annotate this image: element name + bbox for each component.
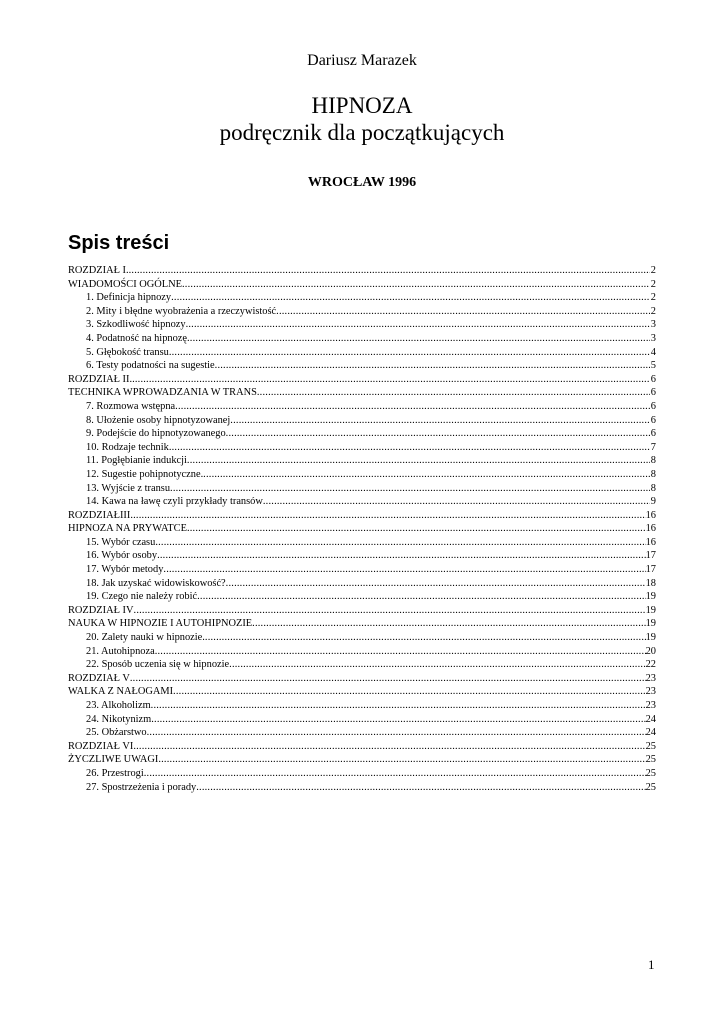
toc-dot-leader [229,658,645,672]
toc-dot-leader [187,332,650,346]
toc-entry[interactable] [68,318,656,332]
toc-entry[interactable] [68,359,656,373]
toc-dot-leader [171,291,650,305]
toc-dot-leader [151,713,645,727]
toc-entry-page: 6 [650,400,656,412]
toc-dot-leader [158,753,645,767]
toc-entry[interactable] [68,713,656,727]
toc-entry-page: 23 [645,686,656,698]
toc-entry[interactable] [68,305,656,319]
toc-dot-leader [155,536,645,550]
toc-entry[interactable] [68,386,656,400]
toc-dot-leader [203,468,650,482]
toc-dot-leader [130,509,645,523]
toc-entry-page: 2 [650,265,656,276]
toc-dot-leader [133,740,645,754]
toc-entry-title: ROZDZIAŁ V [68,672,130,684]
toc-entry-title: 14. Kawa na ławę czyli przykłady transów [86,496,263,508]
toc-entry[interactable] [68,672,656,686]
toc-dot-leader [182,278,650,292]
toc-entry[interactable] [68,346,656,360]
toc-entry[interactable] [68,291,656,305]
toc-entry-page: 20 [645,645,656,657]
toc-entry-title: HIPNOZA NA PRYWATCE [68,523,187,535]
toc-dot-leader [151,699,646,713]
toc-entry-page: 8 [650,455,656,467]
page-number: 1 [648,957,655,972]
toc-entry[interactable] [68,332,656,346]
toc-entry-page: 25 [645,754,656,766]
toc-entry[interactable] [68,549,656,563]
toc-entry-title: ROZDZIAŁ VI [68,740,134,752]
toc-entry-title: 11. Pogłębianie indukcji [86,455,187,467]
toc-entry-title: 19. Czego nie należy robić [86,591,198,603]
toc-entry-title: NAUKA W HIPNOZIE I AUTOHIPNOZIE [68,618,253,630]
table-of-contents [68,264,656,794]
toc-entry-page: 3 [650,332,656,344]
toc-entry[interactable] [68,781,656,795]
toc-entry-page: 17 [645,550,656,562]
toc-entry-page: 3 [650,319,656,331]
toc-entry[interactable] [68,414,656,428]
toc-entry-page: 9 [650,496,656,508]
toc-entry[interactable] [68,590,656,604]
toc-entry-title: 10. Rodzaje technik [86,441,169,453]
toc-entry-title: 18. Jak uzyskać widowiskowość? [86,577,226,589]
toc-entry-title: 3. Szkodliwość hipnozy [86,319,186,331]
toc-entry-title: WALKA Z NAŁOGAMI [68,686,174,698]
toc-entry[interactable] [68,767,656,781]
toc-entry-title: 5. Głębokość transu [86,346,169,358]
toc-entry-title: 9. Podejście do hipnotyzowanego [86,428,226,440]
toc-dot-leader [252,617,645,631]
toc-dot-leader [187,454,650,468]
toc-entry-page: 24 [645,713,656,725]
toc-entry[interactable] [68,740,656,754]
toc-entry-title: 2. Mity i błędne wyobrażenia a rzeczywistość [86,305,277,317]
toc-entry[interactable] [68,685,656,699]
toc-entry-page: 24 [645,727,656,739]
toc-entry-title: ROZDZIAŁ I. [68,265,129,276]
toc-entry[interactable] [68,454,656,468]
toc-entry-page: 7 [650,441,656,453]
toc-entry-page: 2 [650,292,656,304]
toc-dot-leader [169,346,650,360]
toc-dot-leader [157,549,646,563]
toc-dot-leader [147,726,646,740]
toc-entry-title: ROZDZIAŁIII [68,509,131,521]
toc-entry-page: 19 [645,591,656,603]
toc-dot-leader [134,604,646,618]
toc-entry-title: 26. Przestrogi [86,767,144,779]
toc-dot-leader [230,414,650,428]
toc-entry[interactable] [68,604,656,618]
toc-entry-page: 4 [650,346,656,358]
toc-entry-page: 16 [645,523,656,535]
toc-entry-page: 22 [645,659,656,671]
toc-dot-leader [196,781,645,795]
toc-entry[interactable] [68,495,656,509]
toc-entry-page: 6 [650,414,656,426]
toc-entry[interactable] [68,617,656,631]
toc-entry-title: 12. Sugestie pohipnotyczne. [86,468,204,480]
document-subtitle: podręcznik dla początkujących [219,120,505,145]
toc-entry[interactable] [68,482,656,496]
author-name: Dariusz Marazek [307,52,417,69]
toc-entry-title: 7. Rozmowa wstępna [86,400,176,412]
toc-entry-title: 15. Wybór czasu [86,536,156,548]
toc-entry[interactable] [68,264,656,278]
toc-entry-title: 8. Ułożenie osoby hipnotyzowanej [86,414,231,426]
toc-entry[interactable] [68,577,656,591]
toc-dot-leader [257,386,650,400]
toc-heading: Spis treści [68,232,170,254]
toc-entry-page: 25 [645,740,656,752]
toc-entry-page: 25 [645,781,656,793]
toc-dot-leader [144,767,646,781]
toc-entry-page: 2 [650,278,656,290]
toc-dot-leader [173,685,646,699]
toc-entry-title: ROZDZIAŁ IV [68,604,134,616]
toc-entry-page: 19 [645,632,656,644]
toc-entry-page: 5 [650,360,656,372]
toc-entry[interactable] [68,509,656,523]
toc-entry-page: 19 [645,604,656,616]
toc-entry[interactable] [68,536,656,550]
toc-dot-leader [155,645,646,659]
toc-dot-leader [132,373,650,387]
toc-dot-leader [163,563,645,577]
toc-entry[interactable] [68,699,656,713]
place-and-year: WROCŁAW 1996 [307,175,417,190]
toc-dot-leader [215,359,650,373]
toc-dot-leader [175,400,650,414]
toc-dot-leader [186,318,650,332]
toc-entry-title: 25. Obżarstwo [86,727,147,739]
toc-entry-title: 4. Podatność na hipnozę [86,332,187,344]
toc-dot-leader [130,672,646,686]
toc-dot-leader [276,305,650,319]
toc-entry-title: 6. Testy podatności na sugestie [86,360,215,372]
toc-entry-page: 8 [650,468,656,480]
toc-entry[interactable] [68,631,656,645]
toc-entry-page: 16 [645,509,656,521]
toc-entry[interactable] [68,441,656,455]
toc-entry-title: WIADOMOŚCI OGÓLNE [68,278,182,290]
toc-entry[interactable] [68,373,656,387]
toc-dot-leader [205,631,646,645]
toc-dot-leader [170,482,650,496]
toc-entry-title: TECHNIKA WPROWADZANIA W TRANS [68,387,257,399]
toc-entry-title: 13. Wyjście z transu [86,482,171,494]
toc-dot-leader [226,577,646,591]
toc-dot-leader [169,441,650,455]
toc-entry-title: ROZDZIAŁ II. [68,373,133,385]
toc-entry-page: 6 [650,387,656,399]
toc-entry-page: 6 [650,373,656,385]
toc-entry-title: 20. Zalety nauki w hipnozie. [86,632,205,644]
toc-entry-title: 23. Alkoholizm [86,700,151,711]
toc-entry-title: 17. Wybór metody [86,564,164,576]
toc-entry-title: 27. Spostrzeżenia i porady [86,781,197,793]
toc-dot-leader [129,264,650,278]
toc-entry[interactable] [68,753,656,767]
toc-entry[interactable] [68,400,656,414]
toc-dot-leader [226,427,650,441]
toc-entry-title: 1. Definicja hipnozy [86,292,172,304]
toc-entry[interactable] [68,522,656,536]
toc-entry-page: 6 [650,428,656,440]
toc-entry-title: 22. Sposób uczenia się w hipnozie [86,659,230,671]
toc-dot-leader [187,522,646,536]
toc-entry[interactable] [68,563,656,577]
toc-entry-page: 2 [650,305,656,317]
toc-entry[interactable] [68,278,656,292]
toc-entry[interactable] [68,645,656,659]
toc-entry-title: 21. Autohipnoza [86,645,155,657]
toc-entry-page: 19 [645,618,656,630]
toc-entry-page: 23 [645,700,656,711]
toc-entry[interactable] [68,726,656,740]
toc-entry[interactable] [68,468,656,482]
toc-entry-page: 23 [645,672,656,684]
toc-entry-page: 18 [645,577,656,589]
toc-entry-title: ŻYCZLIWE UWAGI [68,754,159,766]
toc-entry-page: 17 [645,564,656,576]
toc-entry[interactable] [68,427,656,441]
toc-entry-title: 24. Nikotynizm [86,713,152,725]
toc-entry-page: 25 [645,767,656,779]
toc-entry-page: 16 [645,536,656,548]
toc-dot-leader [263,495,650,509]
toc-dot-leader [197,590,646,604]
toc-entry-page: 8 [650,482,656,494]
toc-entry-title: 16. Wybór osoby [86,550,158,562]
toc-entry[interactable] [68,658,656,672]
document-title: HIPNOZA [311,93,413,118]
